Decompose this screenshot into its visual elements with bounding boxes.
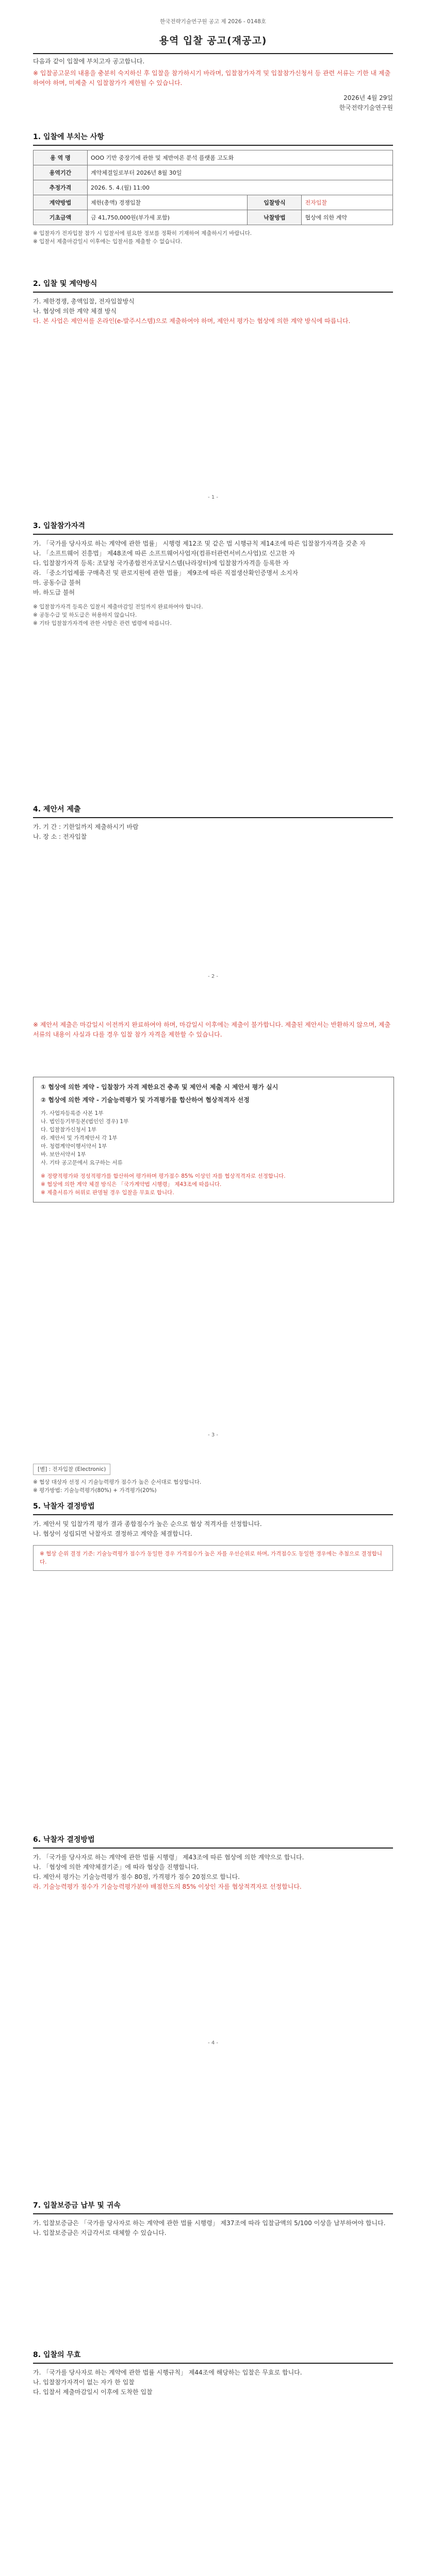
section-7 <box>33 2200 393 2238</box>
table-row <box>34 195 393 210</box>
list-item: 가. 제한경쟁, 총액입찰, 전자입찰방식 <box>33 298 135 305</box>
table-row <box>34 210 393 225</box>
section-1 <box>33 131 393 246</box>
list-item: 마. 청렴계약이행서약서 1부 <box>41 1143 107 1149</box>
list-item: 사. 기타 공고문에서 요구하는 서류 <box>41 1160 123 1166</box>
list-item: 가. 「국가를 당사자로 하는 계약에 관한 법률 시행령」 제43조에 따른 협상에 의한 계약으로 합니다. <box>33 1854 304 1861</box>
list-item: 가. 「국가를 당사자로 하는 계약에 관한 법률 시행규칙」 제44조에 해당하는 입찰은 무효로 합니다. <box>33 2369 302 2376</box>
intro-issuer: 한국전략기술연구원 <box>339 104 393 111</box>
section-4 <box>33 804 393 842</box>
doc-title: 용역 입찰 공고(재공고) <box>159 35 267 46</box>
section-title: 2. 입찰 및 계약방식 <box>33 280 97 288</box>
submission-warning <box>33 1020 393 1040</box>
list-item: 마. 공동수급 불허 <box>33 579 81 586</box>
list-item: 가. 사업자등록증 사본 1부 <box>41 1110 104 1116</box>
bid-info-table <box>33 150 393 225</box>
section-line: ※ 평가방법: 기술능력평가(80%) + 가격평가(20%) <box>33 1487 157 1494</box>
evaluation-box <box>33 1077 394 1202</box>
section-2 <box>33 278 393 326</box>
table-cell-value: 2026. 5. 4.(월) 11:00 <box>88 180 393 195</box>
list-item: 다. 제안서 평가는 기술능력평가 점수 80점, 가격평가 점수 20점으로 합니다. <box>33 1873 240 1880</box>
table-cell-label: 추정가격 <box>34 180 88 195</box>
box-note: ※ 제출서류가 허위로 판명될 경우 입찰을 무효로 합니다. <box>41 1190 174 1196</box>
table-row <box>34 180 393 195</box>
list-item: 다. 입찰참가자격 등록: 조달청 국가종합전자조달시스템(나라장터)에 입찰참가자격을 등록한 자 <box>33 560 289 567</box>
list-item: 가. 제안서 및 입찰가격 평가 결과 종합점수가 높은 순으로 협상 적격자를 선정합니다. <box>33 1520 262 1528</box>
intro-line: 다음과 같이 입찰에 부치고자 공고합니다. <box>33 58 145 65</box>
section-title: 4. 제안서 제출 <box>33 805 81 814</box>
list-item: 나. 「협상에 의한 계약체결기준」에 따라 협상을 진행합니다. <box>33 1863 199 1871</box>
warning-text: ※ 제안서 제출은 마감일시 이전까지 완료하여야 하며, 마감일시 이후에는 제출이 불가합니다. 제출된 제안서는 반환하지 않으며, 제출서류의 내용이 사실과 다를 경우 입찰 참가 자격을 제한할 수 있습니다. <box>33 1021 391 1038</box>
box-heading: ② 협상에 의한 계약 - 기술능력평가 및 가격평가를 합산하여 협상적격자 선정 <box>41 1096 250 1104</box>
list-item: 다. 입찰참가신청서 1부 <box>41 1127 96 1133</box>
document-header <box>33 18 393 54</box>
section-8 <box>33 2349 393 2397</box>
list-item: 라. 「중소기업제품 구매촉진 및 판로지원에 관한 법률」 제9조에 따른 직접생산확인증명서 소지자 <box>33 569 299 577</box>
table-cell-value: 협상에 의한 계약 <box>302 210 393 225</box>
list-item: 나. 입찰참가자격이 없는 자가 한 입찰 <box>33 2379 135 2386</box>
list-item: 나. 협상이 성립되면 낙찰자로 결정하고 계약을 체결합니다. <box>33 1530 192 1537</box>
section-title: 3. 입찰참가자격 <box>33 522 86 530</box>
list-item: 나. 「소프트웨어 진흥법」 제48조에 따른 소프트웨어사업자(컴퓨터관련서비스사업)로 신고한 자 <box>33 550 296 557</box>
section-title: 7. 입찰보증금 납부 및 귀속 <box>33 2201 121 2210</box>
list-item: 가. 입찰보증금은 「국가를 당사자로 하는 계약에 관한 법률 시행령」 제37조에 따라 입찰금액의 5/100 이상을 납부하여야 합니다. <box>33 2219 386 2227</box>
intro-warning: ※ 입찰공고문의 내용을 충분히 숙지하신 후 입찰을 참가하시기 바라며, 입찰참가자격 및 입찰참가신청서 등 관련 서류는 기한 내 제출하여야 하며, 미제출 시 입찰참가가 제한될 수 있습니다. <box>33 70 391 87</box>
page-number: - 3 - <box>208 1432 218 1438</box>
section-note: ※ 입찰자가 전자입찰 참가 시 입찰서에 필요한 정보를 정확히 기재하여 제출하시기 바랍니다. <box>33 230 252 236</box>
list-item: 나. 법인등기부등본(법인인 경우) 1부 <box>41 1118 129 1125</box>
list-item: 가. 기 간 : 기한일까지 제출하시기 바람 <box>33 823 139 831</box>
table-cell-value: 제한(총액) 경쟁입찰 <box>88 195 248 210</box>
section-title: 8. 입찰의 무효 <box>33 2351 81 2359</box>
section-note: ※ 입찰참가자격 등록은 입찰서 제출마감일 전일까지 완료하여야 합니다. <box>33 604 203 610</box>
intro-section <box>33 57 393 113</box>
list-item: 나. 협상에 의한 계약 체결 방식 <box>33 308 117 315</box>
table-cell-label: 계약방법 <box>34 195 88 210</box>
box-heading: ① 협상에 의한 계약 - 입찰참가 자격 제한요건 충족 및 제안서 제출 시 제안서 평가 실시 <box>41 1083 278 1091</box>
list-item: 가. 「국가를 당사자로 하는 계약에 관한 법률」 시행령 제12조 및 같은 법 시행규칙 제14조에 따른 입찰참가자격을 갖춘 자 <box>33 540 366 547</box>
section-3 <box>33 520 393 628</box>
table-cell-value: OOO 기반 중장기에 관한 및 제반여론 분석 플랫폼 고도화 <box>88 150 393 165</box>
list-item: 라. 제안서 및 가격제안서 각 1부 <box>41 1135 118 1141</box>
table-cell-label: 입찰방식 <box>248 195 302 210</box>
list-item: 바. 하도급 불허 <box>33 589 75 596</box>
list-item: 바. 보안서약서 1부 <box>41 1151 86 1158</box>
table-cell-value: 금 41,750,000원(부가세 포함) <box>88 210 248 225</box>
page-number: - 4 - <box>208 2040 218 2046</box>
list-item: 나. 입찰보증금은 지급각서로 대체할 수 있습니다. <box>33 2229 167 2236</box>
section-5 <box>33 1463 393 1571</box>
list-item: 라. 기술능력평가 점수가 기술능력평가분야 배점한도의 85% 이상인 자를 협상적격자로 선정합니다. <box>33 1883 302 1890</box>
section-title: 5. 낙찰자 결정방법 <box>33 1502 95 1511</box>
table-cell-label: 용 역 명 <box>34 150 88 165</box>
page-number: - 1 - <box>208 495 218 500</box>
list-item: 다. 본 사업은 제안서를 온라인(e-발주시스템)으로 제출하여야 하며, 제안서 평가는 협상에 의한 계약 방식에 따릅니다. <box>33 317 351 325</box>
section-note: ※ 공동수급 및 하도급은 허용하지 않습니다. <box>33 612 137 618</box>
section-6 <box>33 1834 393 1892</box>
section-note: ※ 입찰서 제출마감일시 이후에는 입찰서를 제출할 수 없습니다. <box>33 239 183 245</box>
table-cell-value: 전자입찰 <box>302 195 393 210</box>
section-line: ※ 협상 대상자 선정 시 기술능력평가 점수가 높은 순서대로 협상합니다. <box>33 1479 202 1485</box>
doc-ref: 한국전략기술연구원 공고 제 2026 - 0148호 <box>160 19 266 25</box>
section-title: 6. 낙찰자 결정방법 <box>33 1836 95 1844</box>
warning-box: ※ 협상 순위 결정 기준: 기술능력평가 점수가 동일한 경우 가격점수가 높은 자를 우선순위로 하며, 가격점수도 동일한 경우에는 추첨으로 결정합니다. <box>33 1545 393 1571</box>
box-note: ※ 정량적평가와 정성적평가를 합산하여 평가하며 평가점수 85% 이상인 자를 협상적격자로 선정합니다. <box>41 1173 286 1179</box>
list-item: 다. 입찰서 제출마감일시 이후에 도착한 입찰 <box>33 2388 153 2396</box>
section-title: 1. 입찰에 부치는 사항 <box>33 133 104 141</box>
intro-date: 2026년 4월 29일 <box>343 94 393 101</box>
table-cell-value: 계약체결일로부터 2026년 8월 30일 <box>88 165 393 180</box>
box-note: ※ 협상에 의한 계약 체결 방식은 「국가계약법 시행령」 제43조에 따릅니다. <box>41 1181 222 1188</box>
table-cell-label: 낙찰방법 <box>248 210 302 225</box>
section-note: ※ 기타 입찰참가자격에 관한 사항은 관련 법령에 따릅니다. <box>33 620 172 626</box>
table-cell-label: 기초금액 <box>34 210 88 225</box>
tag-label: [별] : 전자입찰 (Electronic) <box>33 1464 110 1475</box>
list-item: 나. 장 소 : 전자입찰 <box>33 833 87 840</box>
table-row <box>34 150 393 165</box>
page-number: - 2 - <box>208 974 218 979</box>
table-row <box>34 165 393 180</box>
table-cell-label: 용역기간 <box>34 165 88 180</box>
